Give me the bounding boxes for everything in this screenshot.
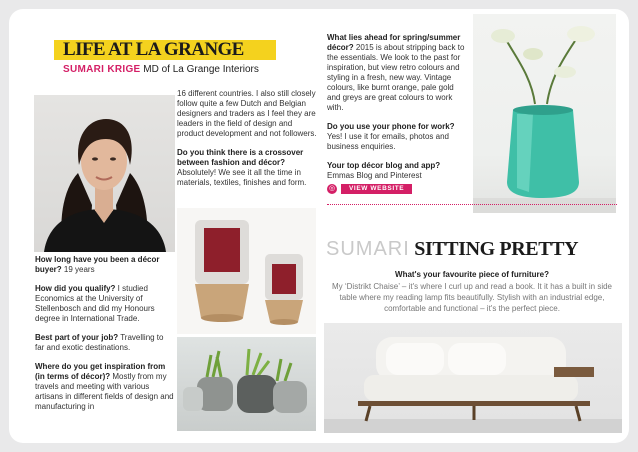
qa-question: What lies ahead for spring/summer décor?: [327, 33, 461, 52]
qa-answer: Yes! I use it for emails, photos and business enquiries.: [327, 132, 449, 151]
qa-answer: 2015 is about stripping back to the essentials. We look to the past for inspiration, but view retro colours and styling in a fresh, new way. Vintage colours, like burnt orange, pale gold and greys are great colours to work with.: [327, 43, 465, 112]
qa-question: Where do you get inspiration from (in terms of décor)?: [35, 362, 166, 381]
byline-role: MD of La Grange Interiors: [143, 64, 259, 75]
section-title-light: SUMARI: [326, 238, 410, 260]
qa-answer: Emmas Blog and Pinterest: [327, 171, 422, 180]
globe-icon: ◎: [328, 185, 336, 192]
plant-pots-photo: [177, 337, 316, 431]
byline: [63, 64, 259, 75]
right-column-text: [327, 33, 469, 190]
qa-item: [35, 362, 175, 412]
portrait-photo: [34, 95, 175, 252]
qa-item: [35, 284, 175, 324]
qa-answer: Travelling to far and exotic destinations.: [35, 333, 164, 352]
qa-answer: Mostly from my travels and meeting with various artisans in different fields of design and manufacturing in: [35, 372, 174, 411]
chaise-photo: [324, 323, 622, 433]
qa-answer: Absolutely! We see it all the time in materials, textiles, finishes and form.: [177, 168, 307, 187]
qa-question: How long have you been a décor buyer?: [35, 255, 160, 274]
qa-item: [35, 333, 175, 353]
middle-column-text: [177, 89, 317, 197]
qa-continued: 16 different countries. I also still closely follow quite a few Dutch and Belgian designers and traders as I feel they are leaders in the field of design and product development and not followers.: [177, 89, 317, 138]
view-website-link[interactable]: [327, 184, 412, 194]
favourite-question: What's your favourite piece of furniture?: [395, 270, 549, 279]
left-column-text: [35, 255, 175, 421]
qa-question: Do you think there is a crossover between fashion and décor?: [177, 148, 304, 167]
section-divider: [327, 204, 617, 205]
favourite-answer: My ‘Distrikt Chaise’ – it's where I curl up and read a book. It it has a built in side table where my reading lamp fits beautifully. Stylish with an industrial edge, comfortable and functional – it's the perfect piece.: [331, 282, 613, 313]
qa-item: [177, 148, 317, 188]
qa-question: Do you use your phone for work?: [327, 122, 455, 131]
qa-question: How did you qualify?: [35, 284, 116, 293]
candles-photo: [177, 208, 316, 334]
qa-item: [327, 122, 469, 152]
qa-item: [327, 33, 469, 113]
qa-question: Your top décor blog and app?: [327, 161, 441, 170]
qa-answer: 19 years: [61, 265, 95, 274]
section-title-bold: SITTING PRETTY: [414, 238, 579, 260]
view-website-label: VIEW WEBSITE: [341, 184, 412, 194]
page-title: LIFE AT LA GRANGE: [63, 39, 244, 60]
qa-item: [327, 161, 469, 181]
qa-question: Best part of your job?: [35, 333, 119, 342]
section-title: [326, 237, 578, 263]
qa-answer: I studied Economics at the University of Stellenbosch and did my Honours degree in International Trade.: [35, 284, 155, 323]
magazine-page: [9, 9, 629, 443]
byline-name: SUMARI KRIGE: [63, 64, 141, 75]
qa-item: [35, 255, 175, 275]
vase-photo: [473, 14, 616, 213]
